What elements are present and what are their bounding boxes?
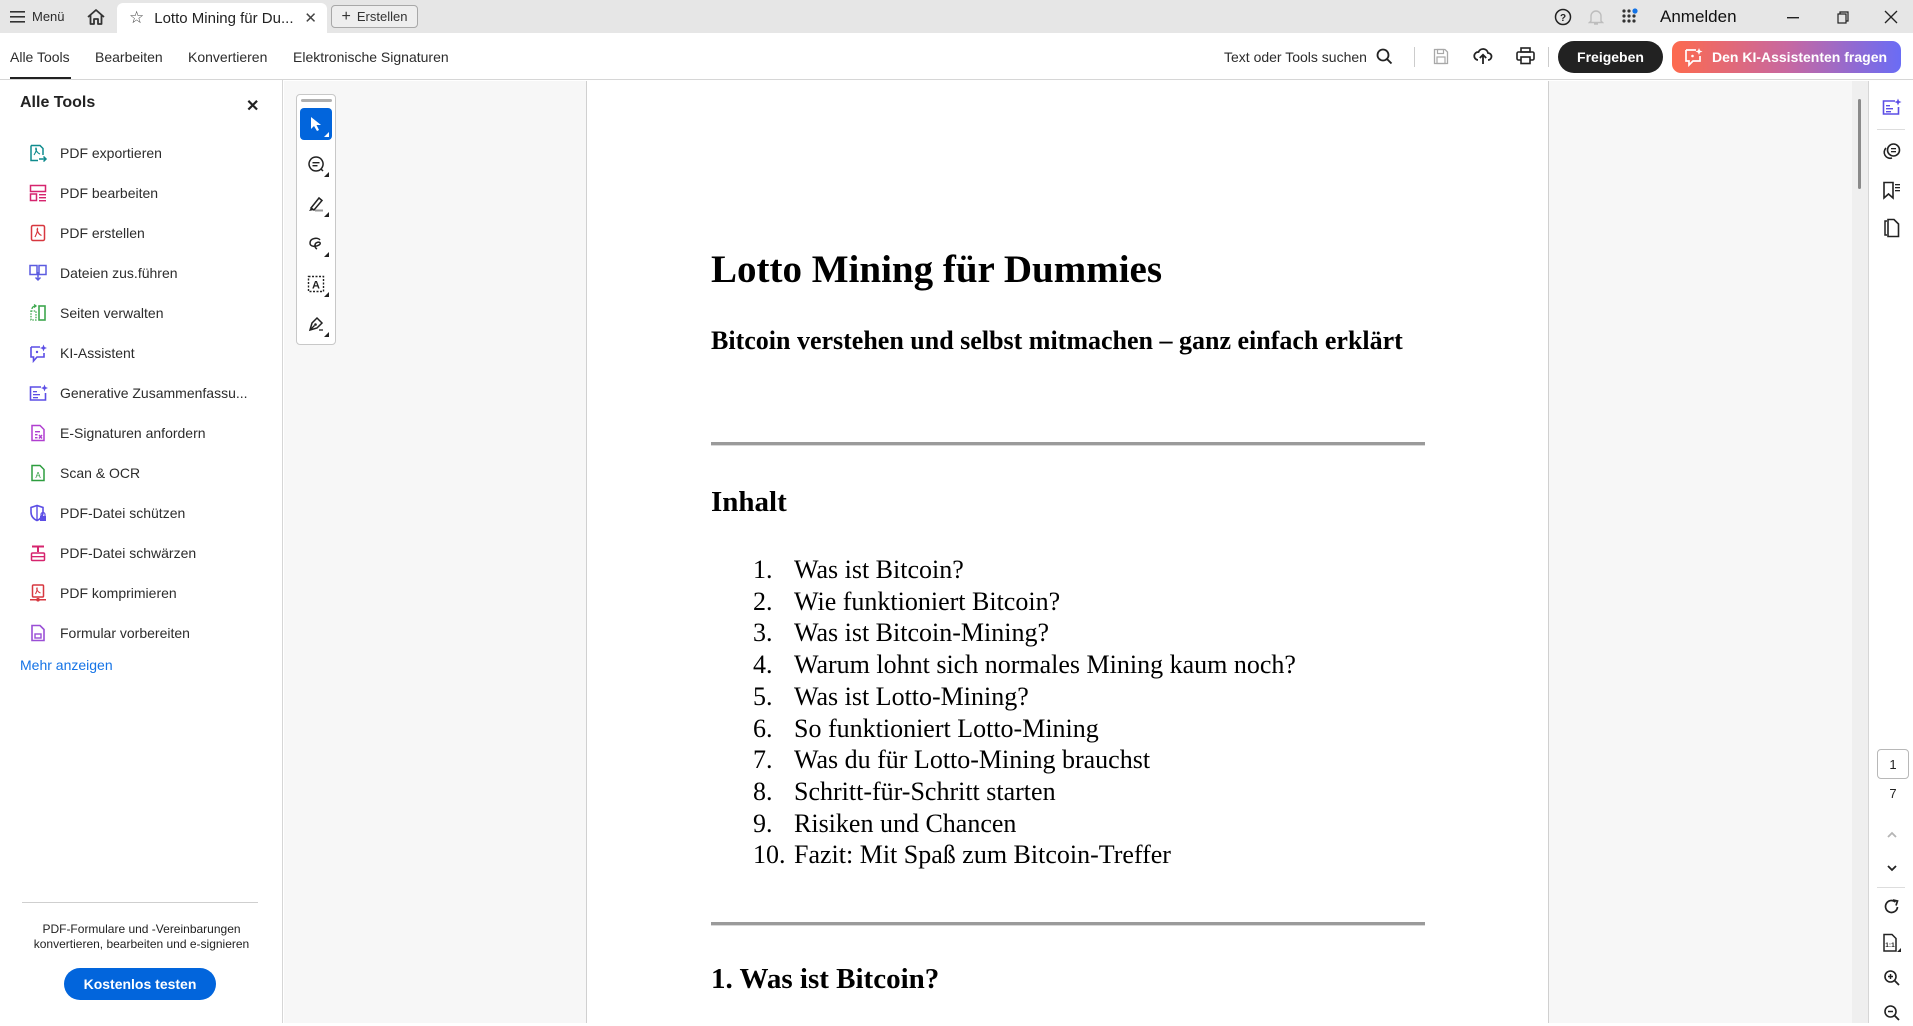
hamburger-icon bbox=[10, 10, 26, 24]
document-title: Lotto Mining für Dummies bbox=[711, 248, 1163, 291]
redact-pdf-icon bbox=[28, 543, 48, 563]
search-tools-button[interactable] bbox=[1224, 33, 1393, 80]
sign-in-button[interactable]: Anmelden bbox=[1660, 6, 1737, 26]
submenu-indicator bbox=[324, 292, 329, 297]
sidebar-item[interactable] bbox=[28, 339, 268, 367]
sidebar-item[interactable] bbox=[28, 379, 268, 407]
text-recognition-tool-button[interactable] bbox=[300, 268, 332, 300]
active-tab-indicator bbox=[10, 77, 71, 79]
generative-summary-icon bbox=[28, 383, 48, 403]
submenu-indicator bbox=[324, 212, 329, 217]
menu-button[interactable] bbox=[10, 0, 65, 33]
chevron-up-icon bbox=[1885, 830, 1899, 840]
zoom-in-button[interactable] bbox=[1879, 965, 1905, 991]
sidebar-item-label: Formular vorbereiten bbox=[60, 625, 190, 641]
toc-item-number: 1. bbox=[753, 555, 773, 584]
toc-item-text: Warum lohnt sich normales Mining kaum noch? bbox=[794, 650, 1296, 680]
search-icon bbox=[1376, 48, 1393, 65]
toc-item[interactable] bbox=[753, 713, 1296, 745]
main-toolbar bbox=[0, 33, 1913, 80]
menu-tab-convert[interactable]: Konvertieren bbox=[188, 48, 268, 65]
print-icon bbox=[1516, 47, 1535, 65]
toc-item-text: Risiken und Chancen bbox=[794, 808, 1017, 838]
sidebar-item-label: PDF komprimieren bbox=[60, 585, 177, 601]
promo-text: PDF-Formulare und -Vereinbarungen konvertieren, bearbeiten und e-signieren bbox=[33, 922, 250, 951]
sidebar-item-label: PDF bearbeiten bbox=[60, 185, 159, 201]
sidebar-item[interactable] bbox=[28, 419, 268, 447]
submenu-indicator bbox=[324, 132, 329, 137]
toc-item[interactable] bbox=[753, 649, 1296, 681]
highlight-tool-button[interactable] bbox=[300, 188, 332, 220]
minimize-button[interactable] bbox=[1773, 0, 1813, 33]
toc-item[interactable] bbox=[753, 554, 1296, 586]
menu-tab-edit[interactable]: Bearbeiten bbox=[95, 48, 163, 65]
toc-item[interactable] bbox=[753, 681, 1296, 713]
sidebar-item-label: Seiten verwalten bbox=[60, 305, 164, 321]
pdf-export-icon bbox=[28, 143, 48, 163]
sidebar-item-label: E-Signaturen anfordern bbox=[60, 425, 206, 441]
toc-item-text: Was ist Lotto-Mining? bbox=[794, 681, 1029, 711]
organize-pages-icon bbox=[28, 303, 48, 323]
cursor-arrow-icon bbox=[309, 116, 323, 132]
toc-item[interactable] bbox=[753, 808, 1296, 840]
document-tab-title: Lotto Mining für Du... bbox=[154, 9, 294, 27]
toc-item-number: 7. bbox=[753, 745, 773, 775]
sidebar-item-label: PDF-Datei schwärzen bbox=[60, 545, 197, 561]
submenu-indicator bbox=[324, 172, 329, 177]
comment-icon bbox=[307, 155, 325, 173]
combine-files-icon bbox=[28, 263, 48, 283]
ask-ai-label: Den KI-Assistenten fragen bbox=[1712, 49, 1888, 65]
actual-size-icon bbox=[1882, 933, 1902, 953]
close-panel-icon[interactable]: ✕ bbox=[246, 98, 260, 115]
minimize-icon bbox=[1786, 10, 1800, 24]
page-fit-button[interactable] bbox=[1879, 930, 1905, 956]
menu-tab-e-signatures[interactable]: Elektronische Signaturen bbox=[293, 48, 449, 65]
apps-button[interactable] bbox=[1621, 0, 1639, 33]
freehand-draw-icon bbox=[307, 235, 325, 253]
vertical-scrollbar[interactable] bbox=[1852, 81, 1868, 1023]
protect-pdf-icon bbox=[28, 503, 48, 523]
toc-item[interactable] bbox=[753, 586, 1296, 618]
plus-icon: + bbox=[341, 7, 351, 25]
svg-text:A: A bbox=[34, 470, 41, 480]
share-button[interactable]: Freigeben bbox=[1558, 41, 1663, 73]
toc-item-text: Schritt-für-Schritt starten bbox=[794, 776, 1056, 806]
ask-ai-assistant-button[interactable] bbox=[1672, 41, 1901, 73]
highlighter-icon bbox=[307, 195, 325, 213]
print-button[interactable] bbox=[1512, 43, 1538, 69]
comments-panel-button[interactable] bbox=[1879, 138, 1905, 164]
section-heading: 1. Was ist Bitcoin? bbox=[711, 963, 940, 995]
rotate-icon bbox=[1883, 898, 1901, 916]
sidebar-item-label: Dateien zus.führen bbox=[60, 265, 178, 281]
document-tab[interactable] bbox=[117, 3, 327, 33]
svg-text:A: A bbox=[312, 279, 320, 292]
ai-assistant-icon bbox=[28, 343, 48, 363]
scan-ocr-icon bbox=[28, 463, 48, 483]
zoom-out-icon bbox=[1883, 1004, 1901, 1022]
apps-grid-icon bbox=[1621, 8, 1639, 26]
toc-item-number: 3. bbox=[753, 618, 773, 648]
menu-tab-all-tools[interactable]: Alle Tools bbox=[10, 48, 70, 65]
select-tool-button[interactable] bbox=[300, 108, 332, 140]
restore-button[interactable] bbox=[1823, 0, 1863, 33]
comments-icon bbox=[1882, 142, 1902, 160]
svg-text:1:1: 1:1 bbox=[1885, 942, 1895, 949]
page-thumbnails-button[interactable] bbox=[1879, 215, 1905, 241]
sidebar-item[interactable] bbox=[28, 299, 268, 327]
toc-item[interactable] bbox=[753, 839, 1296, 871]
sidebar-item[interactable] bbox=[28, 259, 268, 287]
sidebar-item[interactable] bbox=[28, 139, 268, 167]
upload-button[interactable] bbox=[1470, 43, 1496, 69]
menu-label: Menü bbox=[32, 9, 65, 24]
toc-item-text: Was ist Bitcoin? bbox=[794, 555, 964, 584]
generative-summary-icon bbox=[1882, 98, 1902, 116]
toc-item-number: 6. bbox=[753, 713, 773, 743]
title-bar bbox=[0, 0, 1913, 33]
quick-tools-toolbar bbox=[296, 94, 336, 345]
generative-summary-button[interactable] bbox=[1879, 94, 1905, 120]
prepare-form-icon bbox=[28, 623, 48, 643]
pdf-create-icon bbox=[28, 223, 48, 243]
save-button[interactable] bbox=[1428, 43, 1454, 69]
sidebar-item-label: Generative Zusammenfassu... bbox=[60, 385, 248, 401]
sign-tool-button[interactable] bbox=[300, 308, 332, 340]
toc-item-text: Fazit: Mit Spaß zum Bitcoin-Treffer bbox=[794, 840, 1171, 870]
free-trial-button[interactable]: Kostenlos testen bbox=[64, 968, 216, 1000]
close-window-button[interactable] bbox=[1871, 0, 1911, 33]
sidebar-item[interactable] bbox=[28, 179, 268, 207]
zoom-out-button[interactable] bbox=[1879, 1000, 1905, 1026]
save-icon bbox=[1433, 48, 1449, 65]
sidebar-item-label: KI-Assistent bbox=[60, 345, 135, 361]
pages-icon bbox=[1883, 218, 1901, 238]
table-of-contents bbox=[753, 554, 1296, 871]
home-button[interactable] bbox=[86, 0, 106, 33]
sidebar-item[interactable] bbox=[28, 539, 268, 567]
toolbar-divider bbox=[1414, 47, 1415, 67]
text-box-icon bbox=[307, 275, 325, 293]
sidebar-item-label: Scan & OCR bbox=[60, 465, 141, 481]
sidebar-item[interactable] bbox=[28, 219, 268, 247]
toc-item[interactable] bbox=[753, 744, 1296, 776]
bookmarks-panel-button[interactable] bbox=[1879, 177, 1905, 203]
toc-item-number: 2. bbox=[753, 586, 773, 616]
show-more-link[interactable]: Mehr anzeigen bbox=[20, 657, 113, 673]
help-icon bbox=[1554, 8, 1572, 26]
sidebar-item[interactable] bbox=[28, 619, 268, 647]
drag-handle[interactable] bbox=[301, 99, 332, 102]
pdf-page bbox=[586, 81, 1549, 1023]
bookmark-icon bbox=[1882, 181, 1902, 200]
toc-item[interactable] bbox=[753, 776, 1296, 808]
sidebar-item[interactable] bbox=[28, 459, 268, 487]
close-tab-icon[interactable]: ✕ bbox=[304, 10, 317, 27]
submenu-indicator bbox=[324, 332, 329, 337]
scrollbar-thumb[interactable] bbox=[1858, 99, 1861, 189]
sidebar-item[interactable] bbox=[28, 579, 268, 607]
star-icon[interactable]: ☆ bbox=[129, 8, 145, 27]
request-esign-icon bbox=[28, 423, 48, 443]
create-button[interactable] bbox=[331, 5, 418, 28]
toc-item-text: So funktioniert Lotto-Mining bbox=[794, 713, 1099, 743]
total-pages: 7 bbox=[1889, 786, 1897, 801]
toc-item-text: Wie funktioniert Bitcoin? bbox=[794, 586, 1061, 616]
help-button[interactable] bbox=[1554, 0, 1572, 33]
toc-heading: Inhalt bbox=[711, 486, 787, 518]
current-page-input[interactable]: 1 bbox=[1877, 749, 1909, 779]
toc-item-number: 9. bbox=[753, 808, 773, 838]
comment-tool-button[interactable] bbox=[300, 148, 332, 180]
toc-item[interactable] bbox=[753, 617, 1296, 649]
toc-item-text: Was du für Lotto-Mining brauchst bbox=[794, 745, 1151, 775]
toc-item-number: 5. bbox=[753, 681, 773, 711]
toolbar-divider bbox=[1548, 47, 1549, 67]
document-subtitle: Bitcoin verstehen und selbst mitmachen – ganz einfach erklärt bbox=[711, 326, 1403, 355]
compress-pdf-icon bbox=[28, 583, 48, 603]
right-rail bbox=[1868, 81, 1913, 1023]
toc-item-number: 4. bbox=[753, 650, 773, 680]
all-tools-panel bbox=[0, 80, 283, 1023]
sidebar-item-label: PDF erstellen bbox=[60, 225, 145, 241]
rail-divider bbox=[1877, 887, 1905, 888]
home-icon bbox=[86, 8, 106, 26]
sidebar-item-label: PDF-Datei schützen bbox=[60, 505, 186, 521]
horizontal-rule bbox=[711, 442, 1425, 446]
chevron-down-icon bbox=[1885, 863, 1899, 873]
zoom-in-icon bbox=[1883, 969, 1901, 987]
ai-assistant-icon bbox=[1684, 47, 1704, 67]
sidebar-item[interactable] bbox=[28, 499, 268, 527]
cloud-upload-icon bbox=[1473, 47, 1493, 65]
notifications-button[interactable] bbox=[1588, 0, 1604, 33]
create-label: Erstellen bbox=[356, 9, 408, 24]
toc-item-number: 8. bbox=[753, 776, 773, 806]
close-icon bbox=[1884, 10, 1898, 24]
divider bbox=[22, 902, 258, 903]
horizontal-rule bbox=[711, 922, 1425, 926]
next-page-button[interactable] bbox=[1879, 855, 1905, 881]
draw-tool-button[interactable] bbox=[300, 228, 332, 260]
toc-item-number: 10. bbox=[753, 840, 786, 870]
toc-item-text: Was ist Bitcoin-Mining? bbox=[794, 618, 1049, 648]
panel-title: Alle Tools bbox=[20, 94, 96, 111]
sidebar-item-label: PDF exportieren bbox=[60, 145, 162, 161]
submenu-indicator bbox=[324, 252, 329, 257]
restore-icon bbox=[1836, 10, 1850, 24]
rotate-button[interactable] bbox=[1879, 894, 1905, 920]
pen-sign-icon bbox=[307, 315, 325, 333]
previous-page-button[interactable] bbox=[1879, 822, 1905, 848]
rail-divider bbox=[1877, 129, 1905, 130]
bell-icon bbox=[1588, 8, 1604, 26]
search-label: Text oder Tools suchen bbox=[1224, 48, 1367, 65]
svg-text:?: ? bbox=[1559, 12, 1567, 24]
pdf-edit-icon bbox=[28, 183, 48, 203]
